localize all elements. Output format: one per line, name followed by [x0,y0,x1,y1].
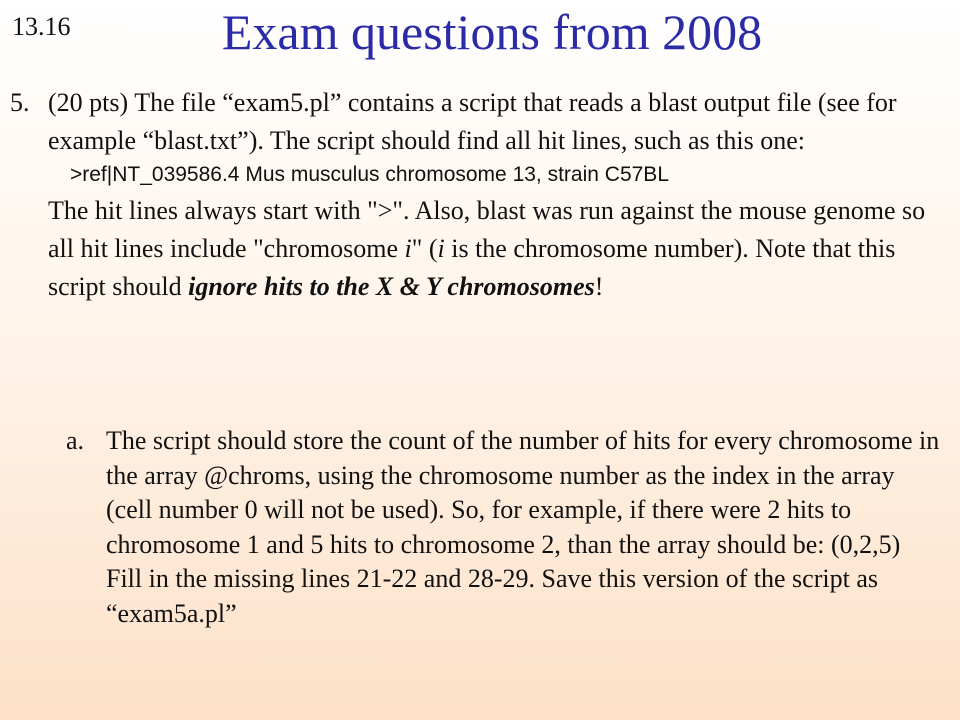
description-text-4: ! [594,272,604,301]
subquestion-text: The script should store the count of the number of hits for every chromosome in the array @chroms, using the chromosome number as the index in the array (cell number 0 will not be used). So, for example, if there were 2 hits to chromosome 1 and 5 hits to chromosome 2, than the array should be: (0,2,5) [106,426,940,559]
question-block [10,84,945,306]
subquestion-block [66,424,946,631]
slide-number: 13.16 [12,12,71,41]
description-var-2: i [437,234,445,263]
subquestion-body [106,424,946,631]
question-description [48,192,945,306]
subquestion-instruction: Fill in the missing lines 21-22 and 28-29. Save this version of the script as “exam5a.pl” [106,564,878,628]
question-row [10,84,945,306]
example-hit-line: >ref|NT_039586.4 Mus musculus chromosome 13, strain C57BL [70,163,669,186]
question-number: 5. [10,88,30,117]
question-intro: (20 pts) The file “exam5.pl” contains a script that reads a blast output file (see for example “blast.txt”). The script should find all hit lines, such as this one: [48,88,897,155]
description-text-3: is the chromosome number). Note that this script should [48,234,896,301]
subquestion-row [66,424,946,631]
subquestion-letter: a. [66,426,85,455]
description-emphasis: ignore hits to the X & Y chromosomes [188,272,595,301]
slide-title: Exam questions from 2008 [221,4,763,60]
description-var-1: i [404,234,412,263]
description-text-1: The hit lines always start with ">". Also, blast was run against the mouse genome so all hit lines include "chromosome [48,196,926,263]
description-text-2: " ( [411,234,438,263]
question-body [48,84,945,306]
